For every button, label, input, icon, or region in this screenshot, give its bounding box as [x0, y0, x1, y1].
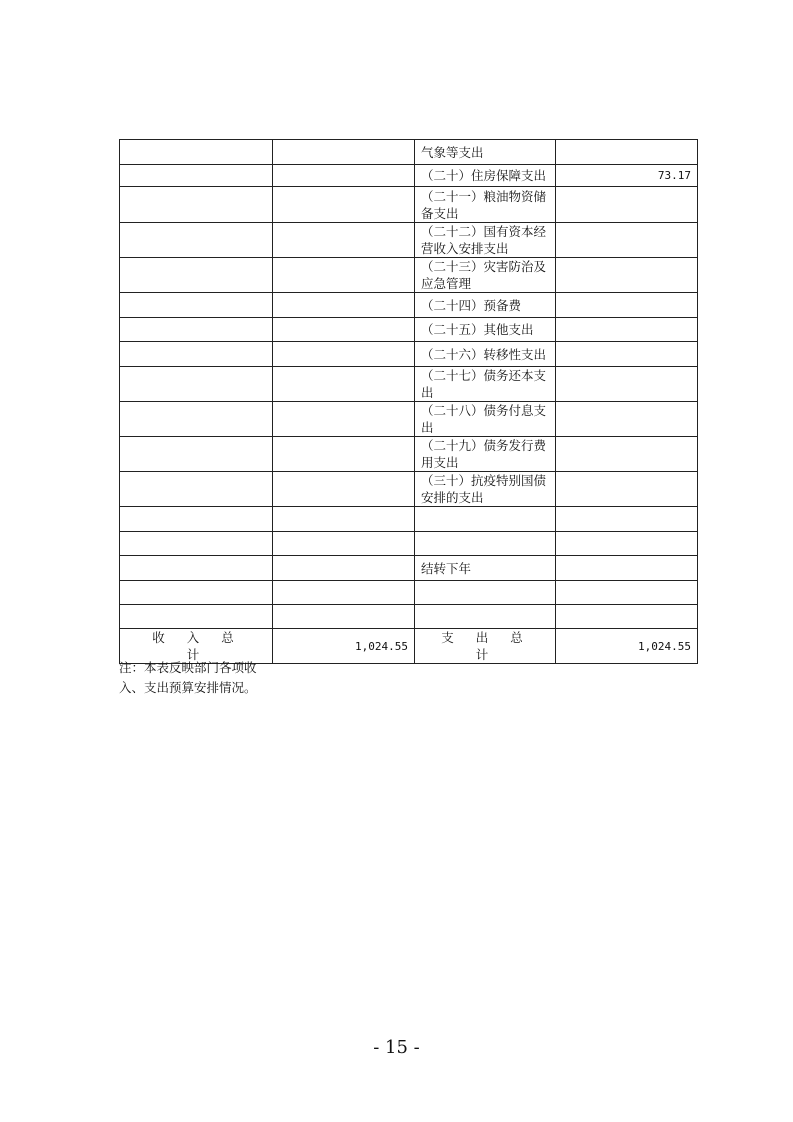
budget-table: [119, 139, 698, 664]
table-row: [120, 140, 698, 165]
table-row: [120, 223, 698, 258]
expense-amount-cell: [556, 605, 698, 629]
income-amount-cell: [273, 532, 415, 556]
income-amount-cell: [273, 165, 415, 187]
income-amount-cell: [273, 437, 415, 472]
income-amount-cell: [273, 187, 415, 223]
income-item-cell: [120, 367, 273, 402]
income-item-cell: [120, 187, 273, 223]
income-amount-cell: [273, 367, 415, 402]
expense-amount-cell: [556, 437, 698, 472]
table-row: [120, 165, 698, 187]
expense-amount-cell: [556, 402, 698, 437]
expense-item-cell: （三十）抗疫特别国债安排的支出: [415, 472, 556, 507]
income-amount-cell: [273, 556, 415, 581]
page-number: - 15 -: [373, 1037, 420, 1058]
expense-total-label: 支出总计: [415, 629, 556, 664]
table-note: 注：本表反映部门各项收入、支出预算安排情况。: [119, 660, 257, 695]
expense-item-cell: （二十八）债务付息支出: [415, 402, 556, 437]
income-item-cell: [120, 532, 273, 556]
income-total-label: 收入总计: [120, 629, 273, 664]
expense-amount-cell: [556, 507, 698, 532]
table-row: [120, 187, 698, 223]
expense-item-cell: [415, 507, 556, 532]
income-item-cell: [120, 165, 273, 187]
expense-amount-cell: [556, 472, 698, 507]
income-total-value: 1,024.55: [273, 629, 415, 664]
expense-amount-cell: [556, 258, 698, 293]
income-item-cell: [120, 507, 273, 532]
table-row: [120, 507, 698, 532]
expense-item-cell: （二十三）灾害防治及应急管理: [415, 258, 556, 293]
income-amount-cell: [273, 581, 415, 605]
table-row: [120, 605, 698, 629]
table-row: [120, 532, 698, 556]
income-amount-cell: [273, 342, 415, 367]
table-row: [120, 402, 698, 437]
expense-amount-cell: [556, 140, 698, 165]
income-item-cell: [120, 293, 273, 318]
expense-item-cell: 结转下年: [415, 556, 556, 581]
expense-amount-cell: [556, 318, 698, 342]
expense-amount-cell: [556, 581, 698, 605]
income-amount-cell: [273, 318, 415, 342]
expense-amount-cell: [556, 187, 698, 223]
income-item-cell: [120, 223, 273, 258]
expense-item-cell: [415, 532, 556, 556]
expense-amount-cell: [556, 293, 698, 318]
expense-item-cell: [415, 581, 556, 605]
expense-amount-cell: [556, 342, 698, 367]
expense-item-cell: （二十）住房保障支出: [415, 165, 556, 187]
income-amount-cell: [273, 605, 415, 629]
income-amount-cell: [273, 402, 415, 437]
income-item-cell: [120, 342, 273, 367]
expense-amount-cell: [556, 532, 698, 556]
income-item-cell: [120, 140, 273, 165]
table-row: [120, 581, 698, 605]
table-row: [120, 472, 698, 507]
table-row: [120, 342, 698, 367]
table-row: [120, 258, 698, 293]
table-row: [120, 556, 698, 581]
table-row: [120, 293, 698, 318]
income-item-cell: [120, 318, 273, 342]
expense-item-cell: （二十二）国有资本经营收入安排支出: [415, 223, 556, 258]
table-row: [120, 318, 698, 342]
expense-total-value: 1,024.55: [556, 629, 698, 664]
expense-item-cell: （二十五）其他支出: [415, 318, 556, 342]
expense-amount-cell: [556, 223, 698, 258]
expense-amount-cell: [556, 367, 698, 402]
income-item-cell: [120, 402, 273, 437]
expense-item-cell: 气象等支出: [415, 140, 556, 165]
income-amount-cell: [273, 223, 415, 258]
table-row: [120, 437, 698, 472]
expense-amount-cell: 73.17: [556, 165, 698, 187]
income-item-cell: [120, 556, 273, 581]
expense-item-cell: （二十九）债务发行费用支出: [415, 437, 556, 472]
expense-item-cell: （二十七）债务还本支出: [415, 367, 556, 402]
expense-amount-cell: [556, 556, 698, 581]
income-item-cell: [120, 472, 273, 507]
income-item-cell: [120, 258, 273, 293]
income-amount-cell: [273, 293, 415, 318]
income-amount-cell: [273, 258, 415, 293]
expense-item-cell: （二十一）粮油物资储备支出: [415, 187, 556, 223]
income-amount-cell: [273, 140, 415, 165]
income-item-cell: [120, 605, 273, 629]
expense-item-cell: （二十六）转移性支出: [415, 342, 556, 367]
income-item-cell: [120, 581, 273, 605]
income-amount-cell: [273, 472, 415, 507]
expense-item-cell: [415, 605, 556, 629]
table-row: [120, 367, 698, 402]
income-item-cell: [120, 437, 273, 472]
expense-item-cell: （二十四）预备费: [415, 293, 556, 318]
income-amount-cell: [273, 507, 415, 532]
